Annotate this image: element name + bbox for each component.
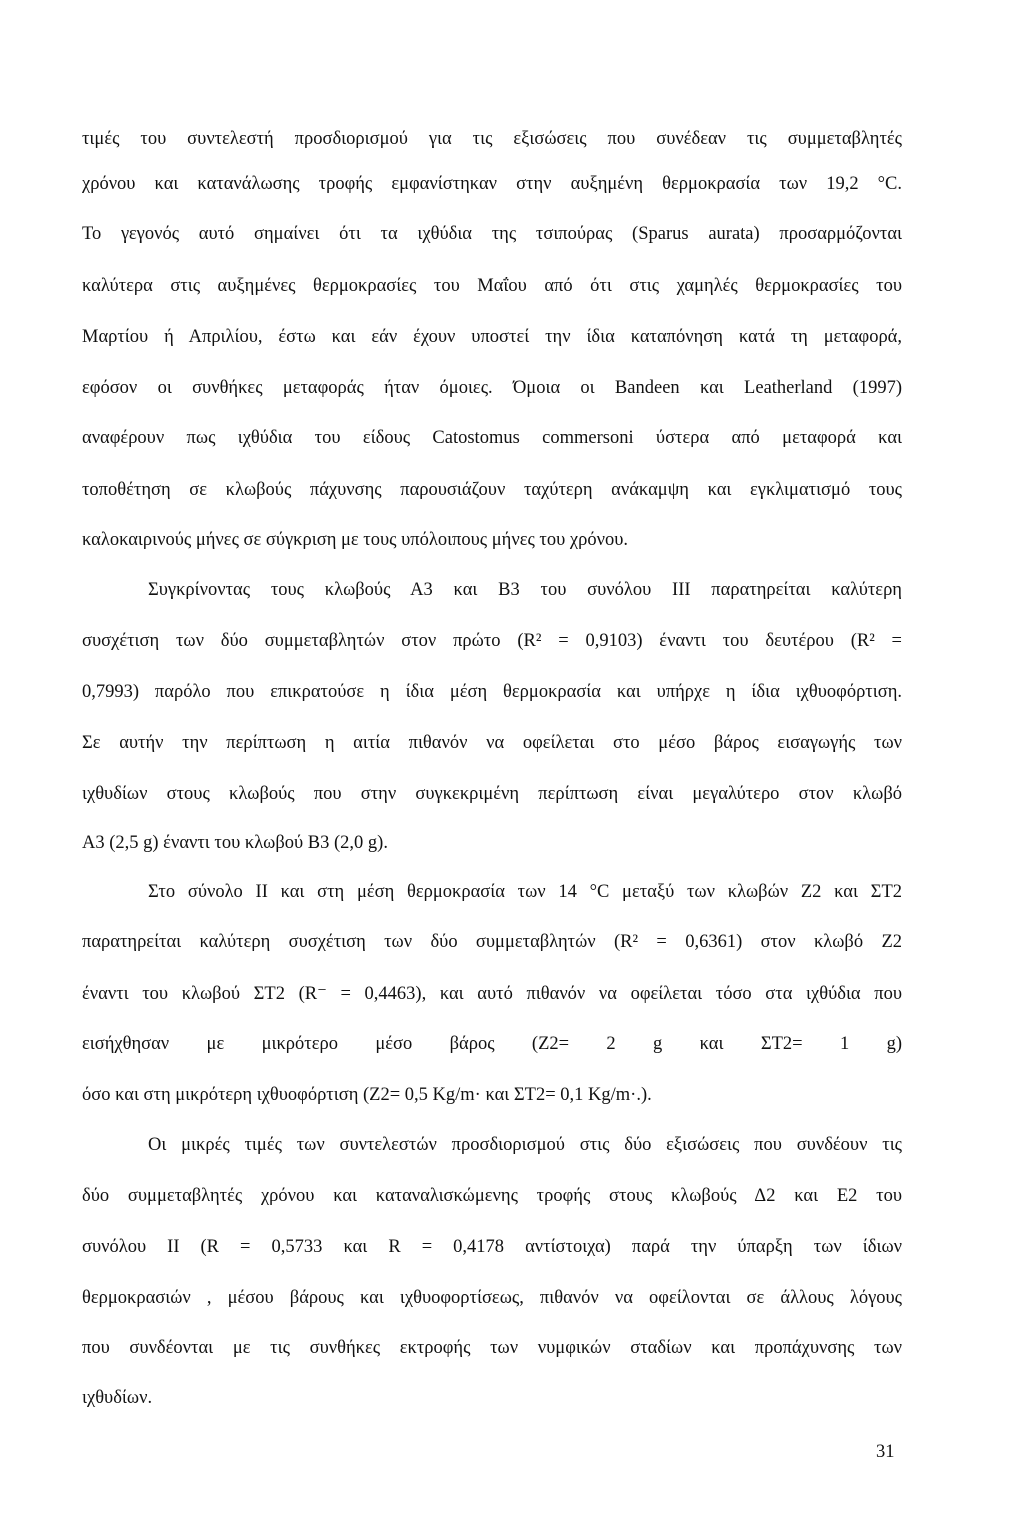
paragraph-1-line-6: εφόσον οι συνθήκες μεταφοράς ήταν όμοιες. Όμοια οι Bandeen και Leatherland (1997) — [82, 378, 902, 398]
paragraph-3-line-4: εισήχθησαν με μικρότερο μέσο βάρος (Ζ2= 2 g και ΣΤ2= 1 g) — [82, 1034, 902, 1054]
paragraph-1-line-4: καλύτερα στις αυξημένες θερμοκρασίες του Μαΐου από ότι στις χαμηλές θερμοκρασίες του — [82, 276, 902, 296]
paragraph-2-line-6: Α3 (2,5 g) έναντι του κλωβού Β3 (2,0 g). — [82, 833, 388, 853]
page-number: 31 — [876, 1442, 895, 1462]
paragraph-4-line-3: συνόλου II (R = 0,5733 και R = 0,4178 αντίστοιχα) παρά την ύπαρξη των ίδιων — [82, 1237, 902, 1257]
paragraph-1-line-2: χρόνου και κατανάλωσης τροφής εμφανίστηκαν στην αυξημένη θερμοκρασία των 19,2 °C. — [82, 174, 902, 194]
paragraph-2-line-5: ιχθυδίων στους κλωβούς που στην συγκεκριμένη περίπτωση είναι μεγαλύτερο στον κλωβό — [82, 784, 902, 804]
paragraph-1-line-3: Το γεγονός αυτό σημαίνει ότι τα ιχθύδια της τσιπούρας (Sparus aurata) προσαρμόζονται — [82, 224, 902, 244]
paragraph-1-line-9: καλοκαιρινούς μήνες σε σύγκριση με τους υπόλοιπους μήνες του χρόνου. — [82, 530, 628, 550]
paragraph-1-line-1: τιμές του συντελεστή προσδιορισμού για τις εξισώσεις που συνέδεαν τις συμμεταβλητές — [82, 129, 902, 149]
paragraph-3-line-1: Στο σύνολο II και στη μέση θερμοκρασία των 14 °C μεταξύ των κλωβών Ζ2 και ΣΤ2 — [148, 882, 902, 902]
paragraph-2-line-3: 0,7993) παρόλο που επικρατούσε η ίδια μέση θερμοκρασία και υπήρχε η ίδια ιχθυοφόρτιση. — [82, 682, 902, 702]
paragraph-3-line-5: όσο και στη μικρότερη ιχθυοφόρτιση (Ζ2= 0,5 Kg/m· και ΣΤ2= 0,1 Kg/m·.). — [82, 1085, 652, 1105]
paragraph-2-line-1: Συγκρίνοντας τους κλωβούς Α3 και Β3 του συνόλου III παρατηρείται καλύτερη — [148, 580, 902, 600]
paragraph-2-line-2: συσχέτιση των δύο συμμεταβλητών στον πρώτο (R² = 0,9103) έναντι του δευτέρου (R² = — [82, 631, 902, 651]
paragraph-4-line-1: Οι μικρές τιμές των συντελεστών προσδιορισμού στις δύο εξισώσεις που συνδέουν τις — [148, 1135, 902, 1155]
paragraph-4-line-5: που συνδέονται με τις συνθήκες εκτροφής των νυμφικών σταδίων και προπάχυνσης των — [82, 1338, 902, 1358]
paragraph-4-line-2: δύο συμμεταβλητές χρόνου και καταναλισκώμενης τροφής στους κλωβούς Δ2 και Ε2 του — [82, 1186, 902, 1206]
paragraph-1-line-7: αναφέρουν πως ιχθύδια του είδους Catostomus commersoni ύστερα από μεταφορά και — [82, 428, 902, 448]
paragraph-3-line-2: παρατηρείται καλύτερη συσχέτιση των δύο συμμεταβλητών (R² = 0,6361) στον κλωβό Ζ2 — [82, 932, 902, 952]
paragraph-3-line-3: έναντι του κλωβού ΣΤ2 (R⁻ = 0,4463), και αυτό πιθανόν να οφείλεται τόσο στα ιχθύδια που — [82, 984, 902, 1004]
paragraph-4-line-6: ιχθυδίων. — [82, 1388, 153, 1408]
paragraph-1-line-5: Μαρτίου ή Απριλίου, έστω και εάν έχουν υποστεί την ίδια καταπόνηση κατά τη μεταφορά, — [82, 327, 902, 347]
paragraph-1-line-8: τοποθέτηση σε κλωβούς πάχυνσης παρουσιάζουν ταχύτερη ανάκαμψη και εγκλιματισμό τους — [82, 480, 902, 500]
paragraph-2-line-4: Σε αυτήν την περίπτωση η αιτία πιθανόν να οφείλεται στο μέσο βάρος εισαγωγής των — [82, 733, 902, 753]
paragraph-4-line-4: θερμοκρασιών , μέσου βάρους και ιχθυοφορτίσεως, πιθανόν να οφείλονται σε άλλους λόγους — [82, 1288, 902, 1308]
